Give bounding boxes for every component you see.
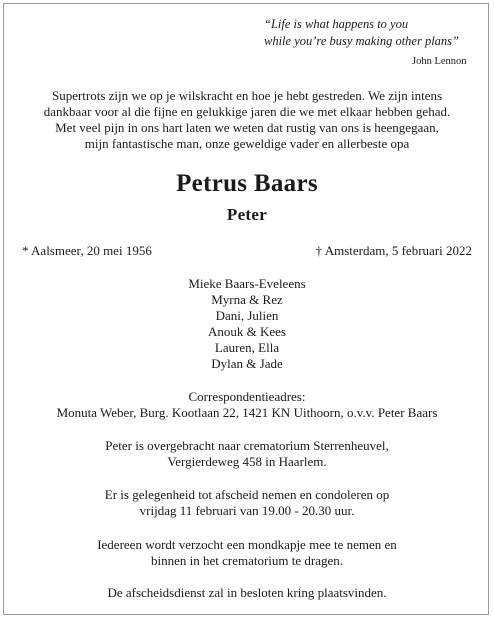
correspondence-heading: Correspondentieadres: [188, 389, 306, 404]
intro-line-2: dankbaar voor al die fijne en gelukkige jaren die we met elkaar hebben gehad. [43, 104, 451, 119]
mask-line-1: Iedereen wordt verzocht een mondkapje mee te nemen en [97, 537, 397, 552]
family-member: Mieke Baars-Eveleens [188, 276, 306, 291]
quote-author: John Lennon [412, 56, 467, 67]
deceased-name: Petrus Baars [176, 170, 318, 197]
condolence-line-1: Er is gelegenheid tot afscheid nemen en condoleren op [104, 487, 390, 502]
quote-line-1: “Life is what happens to you [264, 17, 409, 31]
family-member: Myrna & Rez [211, 292, 283, 307]
death-info: † Amsterdam, 5 februari 2022 [315, 243, 472, 258]
intro-line-3: Met veel pijn in ons hart laten we weten dat rustig van ons is heengegaan, [55, 120, 439, 135]
quote-line-2: while you’re busy making other plans” [264, 34, 460, 48]
family-member: Dani, Julien [215, 308, 279, 323]
mask-line-2: binnen in het crematorium te dragen. [150, 553, 344, 568]
family-member: Lauren, Ella [214, 340, 280, 355]
condolence-line-2: vrijdag 11 februari van 19.00 - 20.30 uur. [139, 503, 355, 518]
correspondence-address: Monuta Weber, Burg. Kootlaan 22, 1421 KN Uithoorn, o.v.v. Peter Baars [56, 405, 438, 420]
intro-line-1: Supertrots zijn we op je wilskracht en hoe je hebt gestreden. We zijn intens [51, 88, 443, 103]
family-member: Anouk & Kees [208, 324, 286, 339]
crematorium-line-1: Peter is overgebracht naar crematorium Sterrenheuvel, [105, 438, 389, 453]
crematorium-line-2: Vergierdeweg 458 in Haarlem. [167, 454, 327, 469]
intro-line-4: mijn fantastische man, onze geweldige vader en allerbeste opa [84, 136, 410, 151]
closing-line: De afscheidsdienst zal in besloten kring plaatsvinden. [107, 585, 387, 600]
deceased-nickname: Peter [226, 205, 268, 224]
family-member: Dylan & Jade [211, 356, 283, 371]
birth-info: * Aalsmeer, 20 mei 1956 [22, 243, 152, 258]
